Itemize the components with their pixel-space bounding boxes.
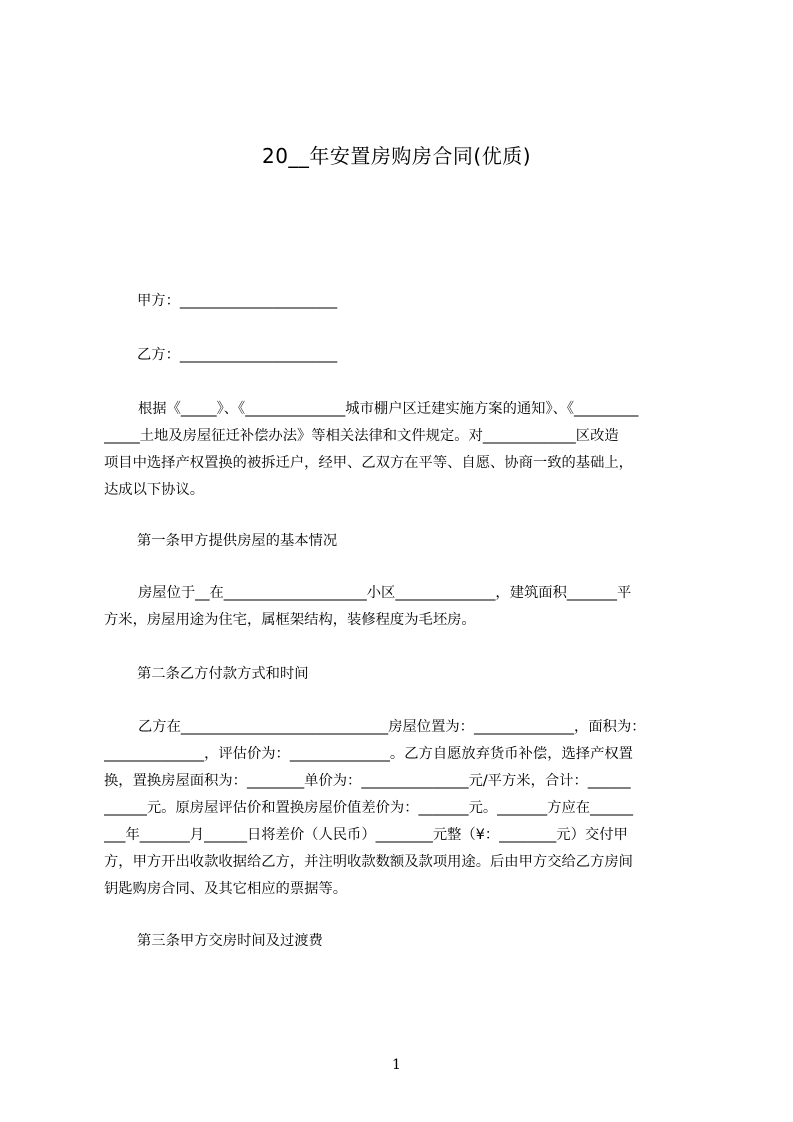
intro-line: 达成以下协议。	[104, 482, 205, 498]
article2-line: 换，置换房屋面积为：________单价为：_______________元/平方米，合计：______	[104, 773, 631, 789]
article2-line: ______元。原房屋评估价和置换房屋价值差价为：_______元。_______方应在______	[104, 800, 633, 816]
party-a-line: 甲方：______________________	[137, 293, 338, 309]
intro-line: 项目中选择产权置换的被拆迁户，经甲、乙双方在平等、自愿、协商一致的基础上，	[104, 455, 633, 471]
page-number: 1	[392, 1057, 401, 1073]
article2-line: ___年_______月______日将差价（人民币）________元整（¥：________元）交付甲	[104, 827, 628, 843]
article1-heading: 第一条甲方提供房屋的基本情况	[137, 533, 338, 549]
article2-paragraph	[104, 714, 699, 903]
article1-line: 房屋位于__在____________________小区______________，建筑面积_______平	[138, 585, 632, 601]
article2-heading: 第二条乙方付款方式和时间	[137, 666, 309, 682]
intro-line: _____土地及房屋征迁补偿办法》等相关法律和文件规定。对_____________区改造	[104, 428, 619, 444]
article2-line: 方，甲方开出收款收据给乙方，并注明收款数额及款项用途。后由甲方交给乙方房间	[104, 854, 633, 870]
page-title: 20__年安置房购房合同(优质)	[261, 144, 532, 168]
article1-line: 方米，房屋用途为住宅，属框架结构，装修程度为毛坯房。	[104, 612, 476, 628]
intro-line: 根据《_____》、《______________城市棚户区迁建实施方案的通知》、《_________	[138, 401, 639, 417]
article2-line: 乙方在_____________________________房屋位置为：______________，面积为：	[138, 719, 646, 735]
intro-paragraph	[104, 396, 699, 504]
article1-paragraph	[104, 580, 699, 634]
party-b-line: 乙方：______________________	[137, 347, 338, 363]
article3-heading: 第三条甲方交房时间及过渡费	[137, 933, 323, 949]
article2-line: 钥匙购房合同、及其它相应的票据等。	[104, 881, 348, 897]
article2-line: ______________，评估价为：______________。乙方自愿放弃货币补偿，选择产权置	[104, 746, 633, 762]
